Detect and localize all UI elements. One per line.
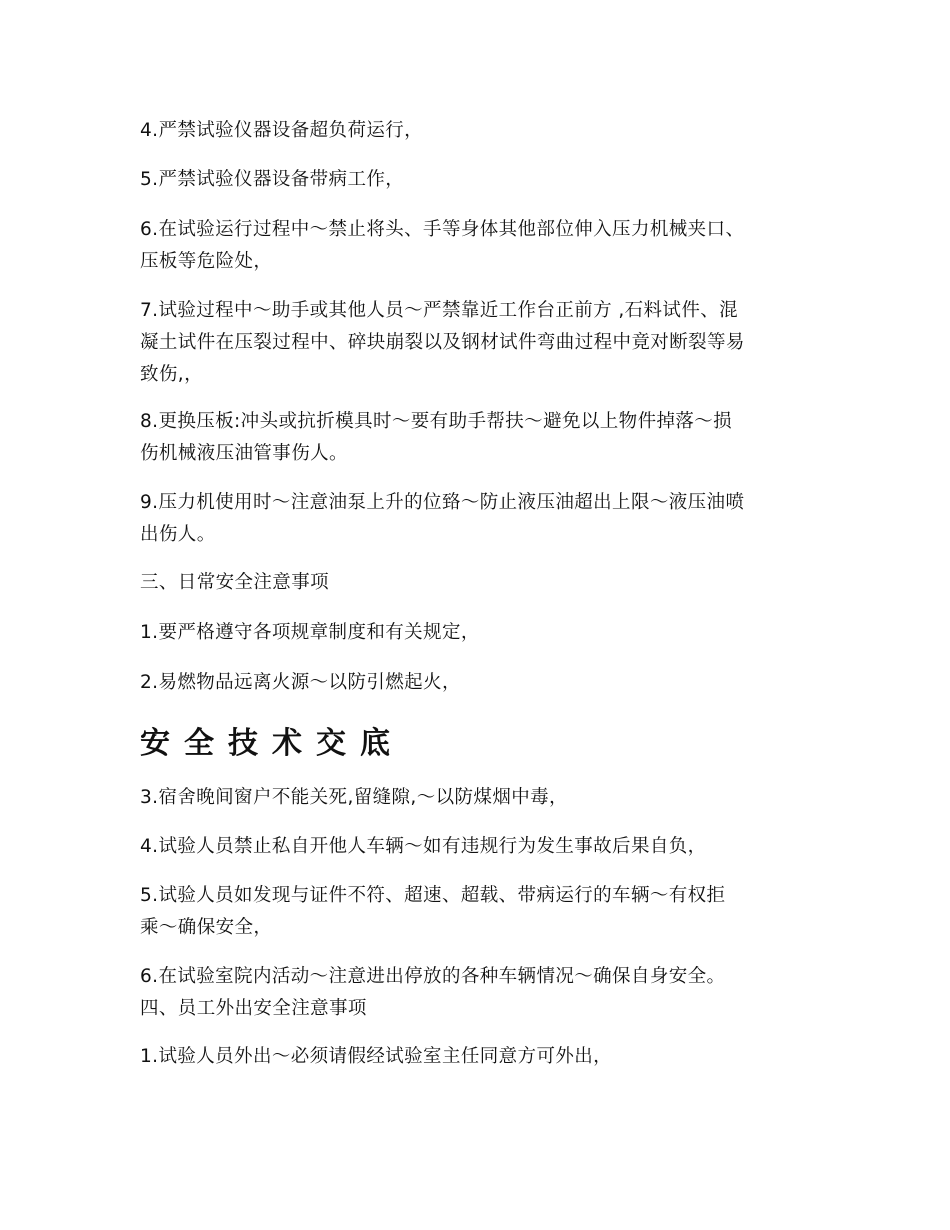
paragraph (140, 1041, 820, 1073)
paragraph (140, 961, 820, 1025)
document-title: 安全技术交底 (140, 726, 404, 761)
text-line: 四、员工外出安全注意事项 (140, 998, 367, 1019)
text-line: 三、日常安全注意事项 (140, 572, 330, 593)
text-line: 9.压力机使用时～注意油泵上升的位臵～防止液压油超出上限～液压油喷 (140, 492, 745, 513)
text-line: 4.严禁试验仪器设备超负荷运行， (140, 120, 424, 141)
paragraph (140, 164, 820, 196)
text-line: 6.在试验室院内活动～注意进出停放的各种车辆情况～确保自身安全。 (140, 966, 726, 987)
text-line: 4.试验人员禁止私自开他人车辆～如有违规行为发生事故后果自负， (140, 836, 707, 857)
text-line: 伤机械液压油管事伤人。 (140, 443, 348, 464)
paragraph (140, 295, 820, 391)
text-line: 压板等危险处， (140, 251, 273, 272)
text-line: 5.试验人员如发现与证件不符、超速、超载、带病运行的车辆～有权拒 (140, 885, 726, 906)
paragraph (140, 667, 820, 699)
paragraph (140, 880, 820, 944)
text-line: 1.要严格遵守各项规章制度和有关规定， (140, 622, 480, 643)
paragraph (140, 782, 820, 814)
text-line: 凝土试件在压裂过程中、碎块崩裂以及钢材试件弯曲过程中竟对断裂等易 (140, 332, 745, 353)
section-heading (140, 567, 820, 599)
text-line: 乘～确保安全， (140, 917, 273, 938)
text-line: 出伤人。 (140, 524, 216, 545)
paragraph (140, 214, 820, 278)
text-line: 致伤,， (140, 364, 203, 385)
paragraph (140, 406, 820, 470)
text-line: 8.更换压板:冲头或抗折模具时～要有助手帮扶～避免以上物件掉落～损 (140, 411, 733, 432)
paragraph (140, 115, 820, 147)
text-line: 1.试验人员外出～必须请假经试验室主任同意方可外出， (140, 1046, 613, 1067)
text-line: 3.宿舍晚间窗户不能关死,留缝隙,～以防煤烟中毒， (140, 787, 568, 808)
paragraph (140, 831, 820, 863)
paragraph (140, 487, 820, 551)
text-line: 5.严禁试验仪器设备带病工作， (140, 169, 405, 190)
text-line: 6.在试验运行过程中～禁止将头、手等身体其他部位伸入压力机械夹口、 (140, 219, 745, 240)
text-line: 7.试验过程中～助手或其他人员～严禁靠近工作台正前方 ,石料试件、混 (140, 300, 739, 321)
text-line: 2.易燃物品远离火源～以防引燃起火， (140, 672, 461, 693)
paragraph (140, 617, 820, 649)
